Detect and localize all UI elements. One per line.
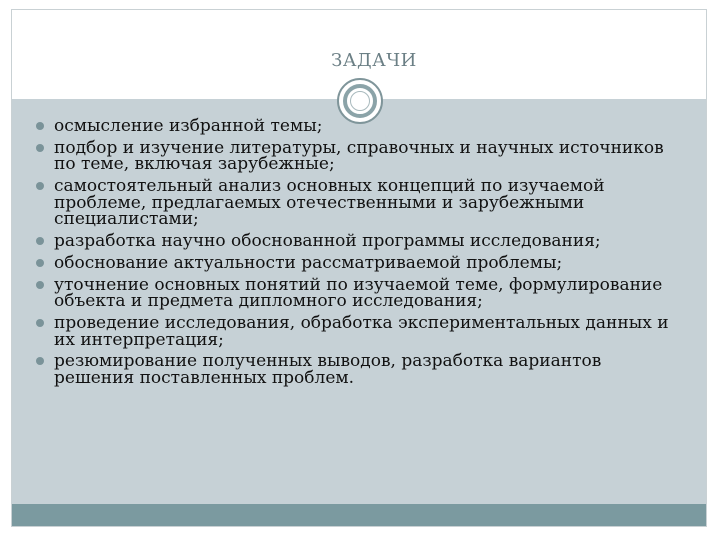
bullet-dot-icon (36, 237, 44, 245)
task-list (36, 118, 676, 392)
slide-title: ЗАДАЧИ (331, 50, 417, 71)
ornament-inner-ring (350, 91, 370, 111)
list-item (36, 233, 676, 250)
list-item (36, 351, 676, 389)
list-item-text: обоснование актуальности рассматриваемой проблемы; (54, 252, 563, 273)
bottom-bar (12, 504, 706, 526)
list-item (36, 178, 676, 228)
list-item-text: подбор и изучение литературы, справочных и научных источников по теме, включая зарубежные; (54, 137, 664, 175)
bullet-dot-icon (36, 281, 44, 289)
list-item-text: проведение исследования, обработка экспериментальных данных и их интерпретация; (54, 313, 669, 350)
bullet-dot-icon (36, 259, 44, 267)
list-item-text: уточнение основных понятий по изучаемой теме, формулирование объекта и предмета дипломного исследования; (54, 274, 663, 312)
list-item (36, 315, 676, 348)
bullet-dot-icon (36, 122, 44, 130)
bullet-dot-icon (36, 357, 44, 365)
list-item (36, 274, 676, 312)
list-item-text: самостоятельный анализ основных концепций по изучаемой проблеме, предлагаемых отечественными и зарубежными специалистами; (54, 176, 605, 230)
list-item (36, 118, 676, 135)
list-item (36, 137, 676, 175)
list-item (36, 252, 676, 273)
list-item-text: резюмирование полученных выводов, разработка вариантов решения поставленных проблем. (54, 351, 602, 389)
list-item-text: осмысление избранной темы; (54, 116, 323, 136)
list-item-text: разработка научно обоснованной программы исследования; (54, 231, 601, 252)
bullet-dot-icon (36, 319, 44, 327)
bullet-dot-icon (36, 182, 44, 190)
bullet-dot-icon (36, 144, 44, 152)
